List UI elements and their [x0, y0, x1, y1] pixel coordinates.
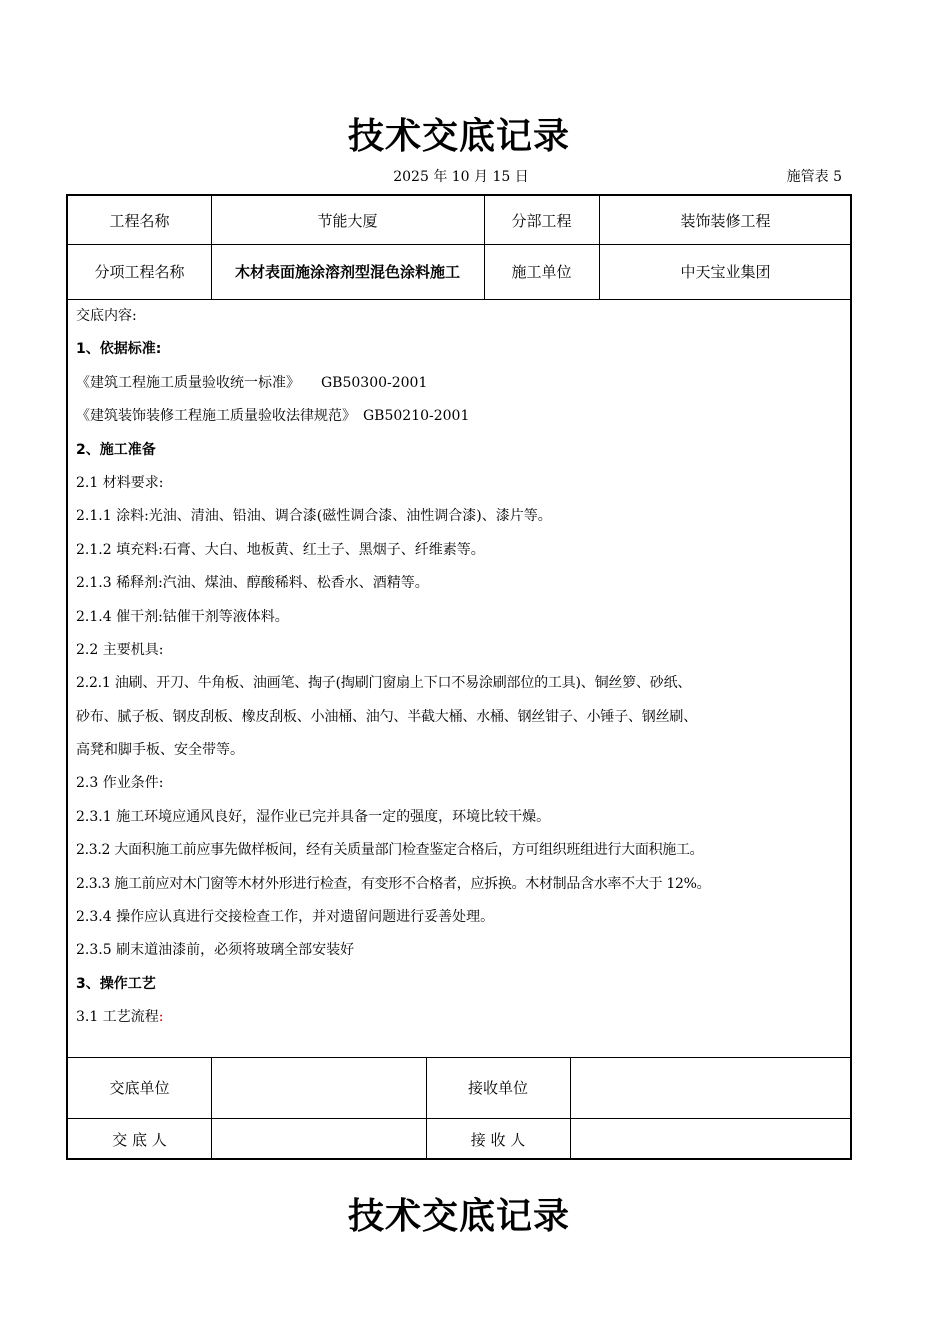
- issuer-label: 交 底 人: [112, 1130, 167, 1149]
- record-date: 2025 年 10 月 15 日: [393, 169, 529, 185]
- issuer-unit-field[interactable]: [211, 1057, 426, 1118]
- issuer-unit-label: 交底单位: [109, 1079, 170, 1097]
- project-name-value: 节能大厦: [317, 211, 378, 230]
- content-line: 2.1 材料要求:: [76, 474, 164, 491]
- form-number: 施管表 5: [786, 169, 842, 185]
- receiver-label: 接 收 人: [470, 1130, 526, 1149]
- content-intro: 交底内容:: [76, 308, 137, 324]
- page-title: 技术交底记录: [347, 116, 570, 157]
- content-line: 2.1.4 催干剂:钴催干剂等液体料。: [76, 608, 289, 625]
- content-line: 2.3 作业条件:: [76, 775, 164, 792]
- content-line: 2.3.3 施工前应对木门窗等木材外形进行检查，有变形不合格者，应拆换。木材制品含水率不大于 12%。: [76, 875, 711, 892]
- division-label: 分部工程: [511, 211, 572, 230]
- issuer-field[interactable]: [211, 1118, 426, 1160]
- content-line: [76, 1001, 844, 1034]
- content-line: 2.1.3 稀释剂:汽油、煤油、醇酸稀料、松香水、酒精等。: [76, 575, 429, 592]
- standard-line: 《建筑工程施工质量验收统一标准》 GB50300-2001: [76, 374, 428, 391]
- standard-line: 《建筑装饰装修工程施工质量验收法律规范》 GB50210-2001: [76, 408, 470, 425]
- content-line: 2.2.1 油刷、开刀、牛角板、油画笔、掏子(掏刷门窗扇上下口不易涂刷部位的工具)、铜丝箩、砂纸、: [76, 675, 692, 692]
- content-line: 2.1.2 填充料:石膏、大白、地板黄、红土子、黑烟子、纤维素等。: [76, 541, 485, 558]
- content-line: 2.3.2 大面积施工前应事先做样板间，经有关质量部门检查鉴定合格后，方可组织班组进行大面积施工。: [76, 842, 704, 859]
- next-page-title: 技术交底记录: [347, 1196, 570, 1237]
- content-line: 高凳和脚手板、安全带等。: [76, 742, 244, 759]
- colon-mark: :: [158, 1009, 164, 1026]
- content-line: 2.3.1 施工环境应通风良好，湿作业已完并具备一定的强度，环境比较干燥。: [76, 808, 551, 825]
- section-heading: 3、操作工艺: [76, 975, 156, 992]
- project-name-label: 工程名称: [109, 211, 170, 230]
- section-heading: 2、施工准备: [76, 441, 156, 458]
- content-line: 2.3.4 操作应认真进行交接检查工作，并对遗留问题进行妥善处理。: [76, 909, 495, 926]
- subitem-label: 分项工程名称: [94, 263, 185, 281]
- content-line: 2.2 主要机具:: [76, 641, 164, 658]
- record-table: [66, 194, 852, 1160]
- content-line: 砂布、腻子板、钢皮刮板、橡皮刮板、小油桶、油勺、半截大桶、水桶、钢丝钳子、小锤子、钢丝刷、: [76, 708, 697, 725]
- content-line: 2.1.1 涂料:光油、清油、铅油、调合漆(磁性调合漆、油性调合漆)、漆片等。: [76, 508, 552, 525]
- section-heading: 1、依据标准:: [76, 341, 162, 358]
- division-value: 装饰装修工程: [680, 211, 771, 230]
- content-line: 2.3.5 刷末道油漆前，必须将玻璃全部安装好: [76, 942, 355, 959]
- briefing-content: [76, 300, 844, 1035]
- subitem-value: 木材表面施涂溶剂型混色涂料施工: [234, 263, 460, 281]
- contractor-label: 施工单位: [511, 263, 572, 281]
- receiver-unit-label: 接收单位: [467, 1079, 528, 1097]
- receiver-field[interactable]: [570, 1118, 852, 1160]
- process-flow-label: 3.1 工艺流程: [76, 1009, 159, 1026]
- receiver-unit-field[interactable]: [570, 1057, 852, 1118]
- contractor-value: 中天宝业集团: [680, 263, 771, 281]
